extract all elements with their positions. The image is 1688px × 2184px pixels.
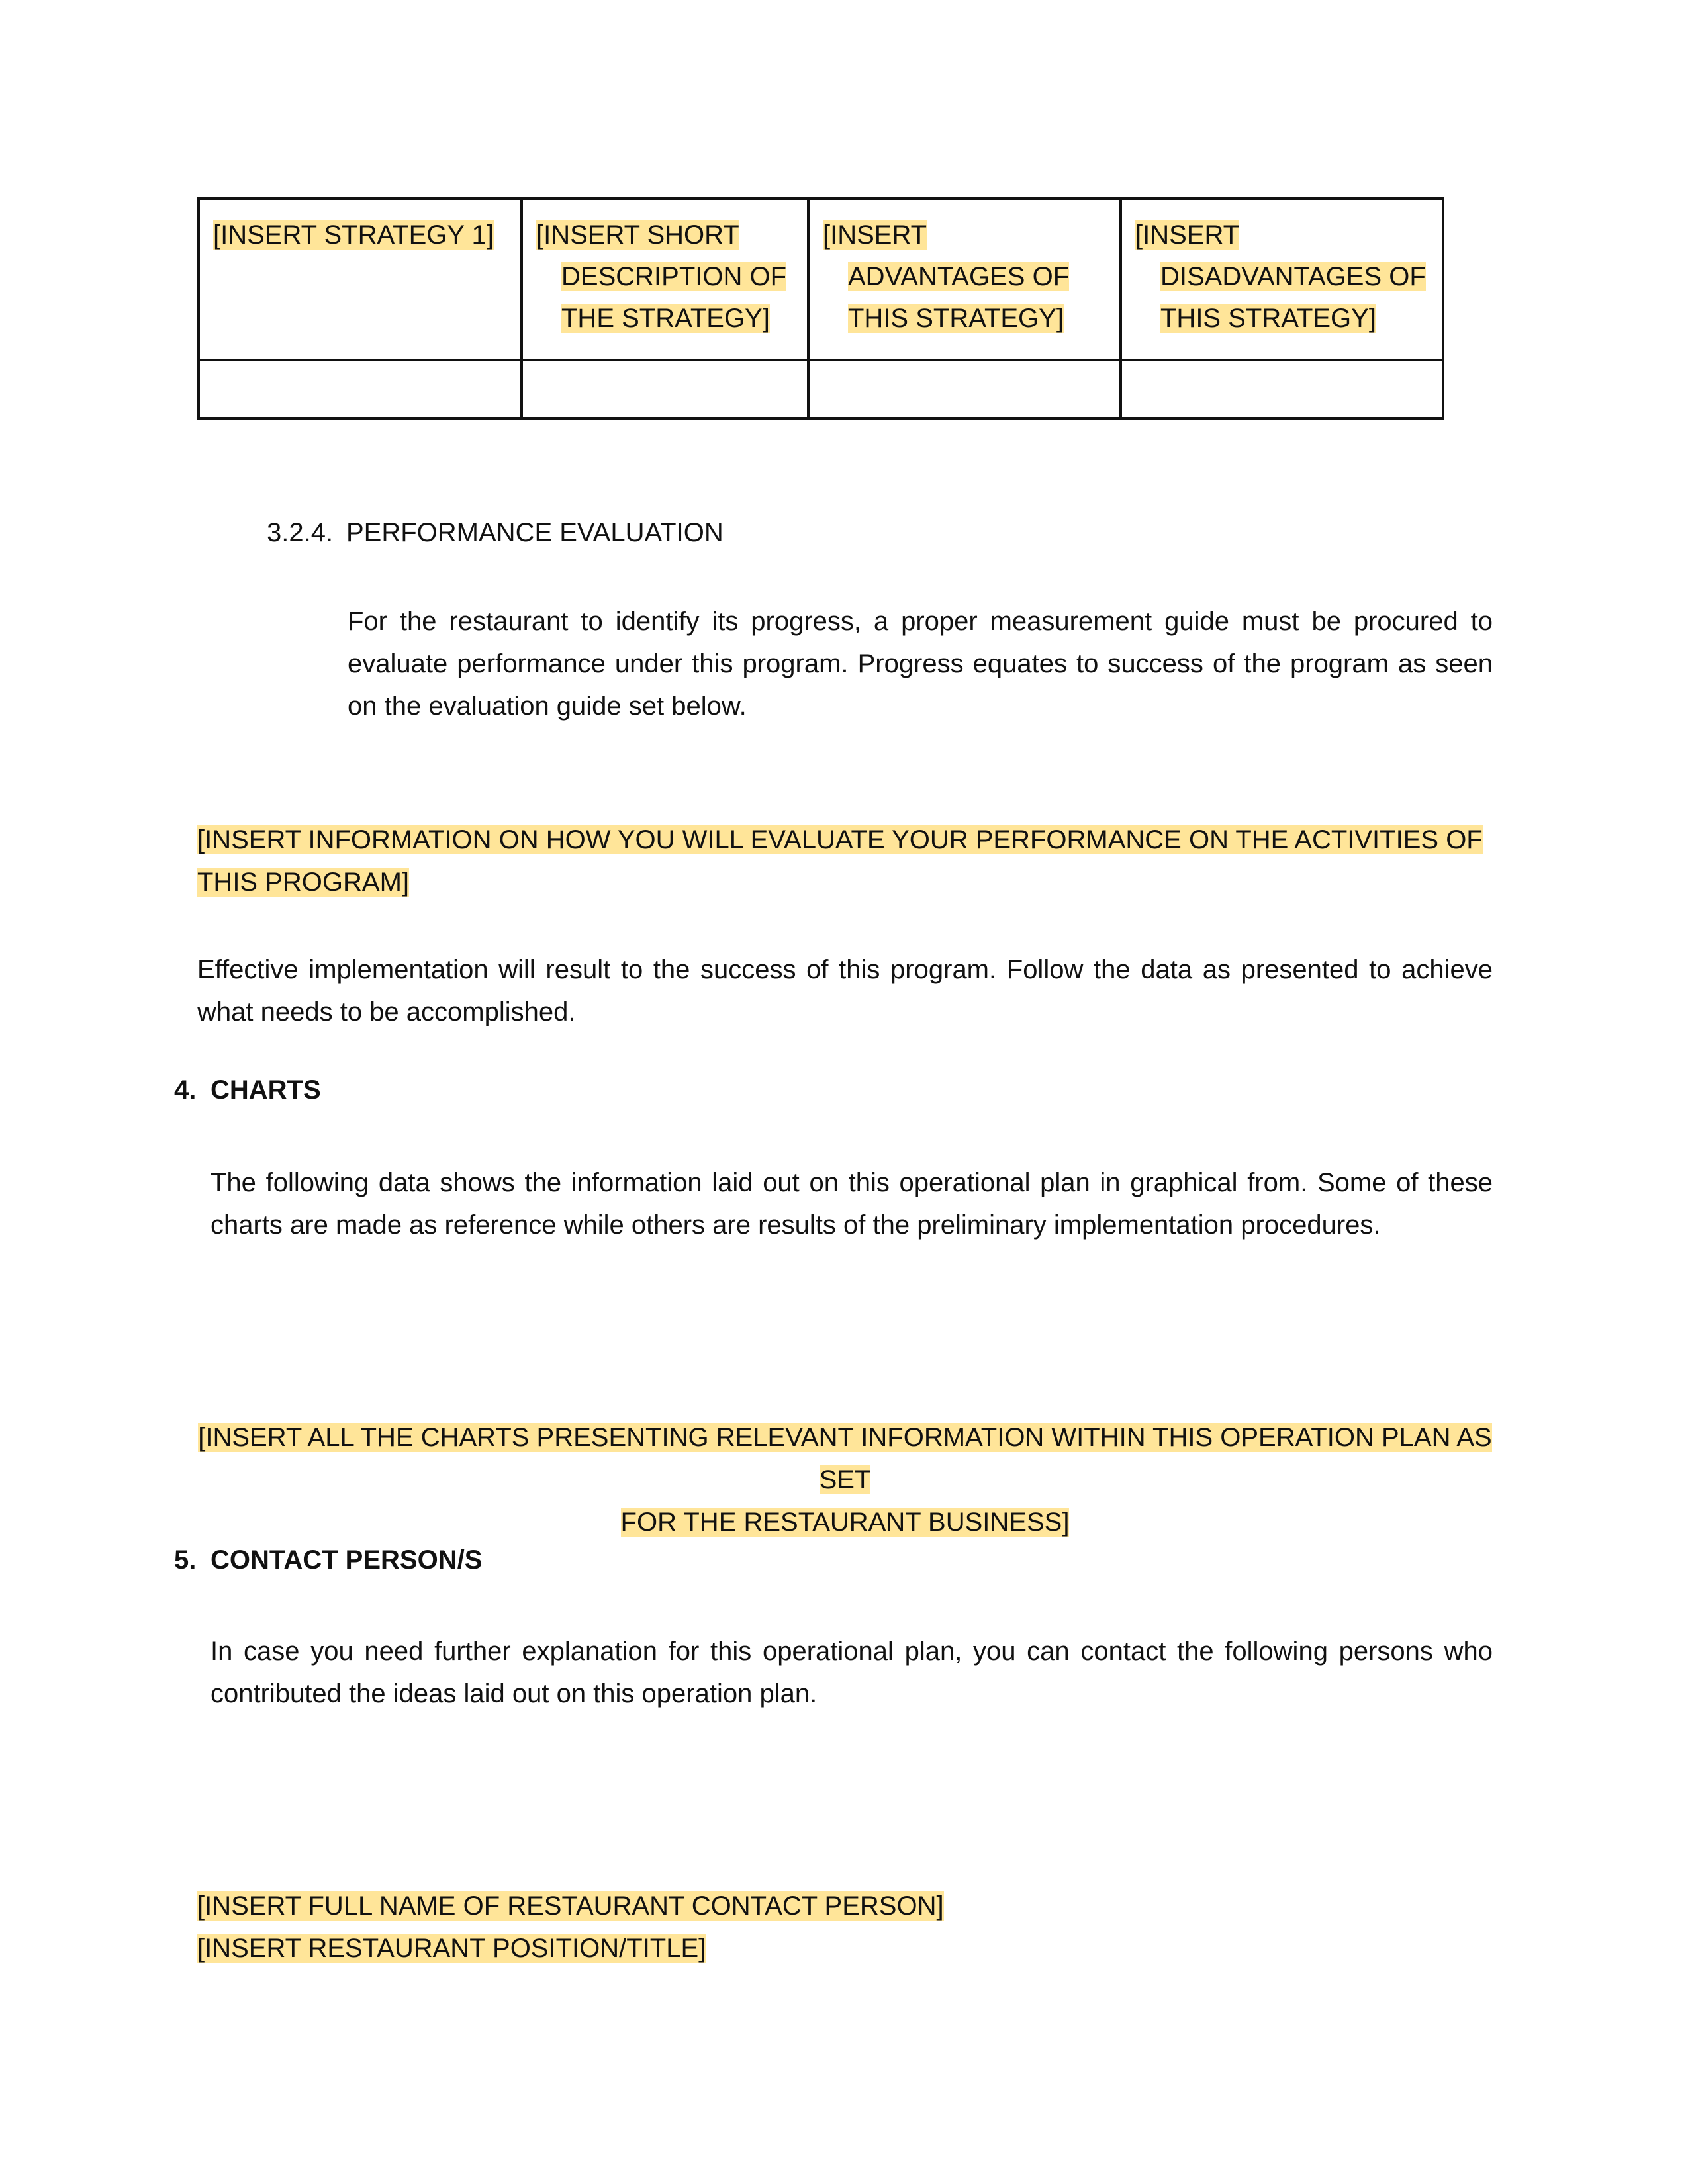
contact-name-placeholder[interactable]: [INSERT FULL NAME OF RESTAURANT CONTACT PERSON] [197,1891,944,1921]
advantages-placeholder[interactable]: [INSERT ADVANTAGES OF THIS STRATEGY] [823,220,1070,333]
disadvantages-placeholder[interactable]: [INSERT DISADVANTAGES OF THIS STRATEGY] [1135,220,1426,333]
section-number: 4. [174,1075,197,1105]
table-cell-empty[interactable] [808,360,1121,418]
table-cell-description [522,199,808,360]
section-number: 5. [174,1545,197,1574]
section-number: 3.2.4. [267,518,334,547]
contact-position-placeholder[interactable]: [INSERT RESTAURANT POSITION/TITLE] [197,1934,706,1963]
table-cell-empty[interactable] [1121,360,1443,418]
table-cell-empty[interactable] [199,360,522,418]
charts-heading [174,1075,321,1105]
charts-insert-block [197,1416,1493,1543]
table-cell-disadvantages [1121,199,1443,360]
implementation-paragraph: Effective implementation will result to the success of this program. Follow the data as presented to achieve what needs to be accomplished. [197,955,1493,1026]
evaluation-placeholder[interactable]: [INSERT INFORMATION ON HOW YOU WILL EVALUATE YOUR PERFORMANCE ON THE ACTIVITIES OF THIS PROGRAM] [197,825,1483,897]
strategy-table [197,197,1444,420]
evaluation-insert-block [197,819,1493,903]
section-title: CHARTS [211,1075,321,1105]
table-row [199,199,1443,360]
charts-placeholder-line2[interactable]: FOR THE RESTAURANT BUSINESS] [620,1508,1070,1537]
contact-heading [174,1545,482,1575]
table-cell-strategy [199,199,522,360]
charts-placeholder-line1[interactable]: [INSERT ALL THE CHARTS PRESENTING RELEVANT INFORMATION WITHIN THIS OPERATION PLAN AS SET [198,1423,1492,1494]
section-title: PERFORMANCE EVALUATION [346,518,724,547]
table-cell-empty[interactable] [522,360,808,418]
table-cell-advantages [808,199,1121,360]
contact-paragraph: In case you need further explanation for this operational plan, you can contact the following persons who contributed the ideas laid out on this operation plan. [211,1637,1493,1708]
performance-evaluation-heading [267,518,724,548]
description-placeholder[interactable]: [INSERT SHORT DESCRIPTION OF THE STRATEGY] [536,220,787,333]
contact-insert-block [197,1885,944,1970]
table-row [199,360,1443,418]
strategy-placeholder[interactable]: [INSERT STRATEGY 1] [213,220,494,250]
performance-evaluation-paragraph: For the restaurant to identify its progress, a proper measurement guide must be procured to evaluate performance under this program. Progress equates to success of the program as seen on the evaluation guide set below. [348,607,1493,721]
charts-paragraph: The following data shows the information laid out on this operational plan in graphical from. Some of these charts are made as reference while others are results of the preliminary implementation procedures. [211,1168,1493,1240]
section-title: CONTACT PERSON/S [211,1545,483,1574]
